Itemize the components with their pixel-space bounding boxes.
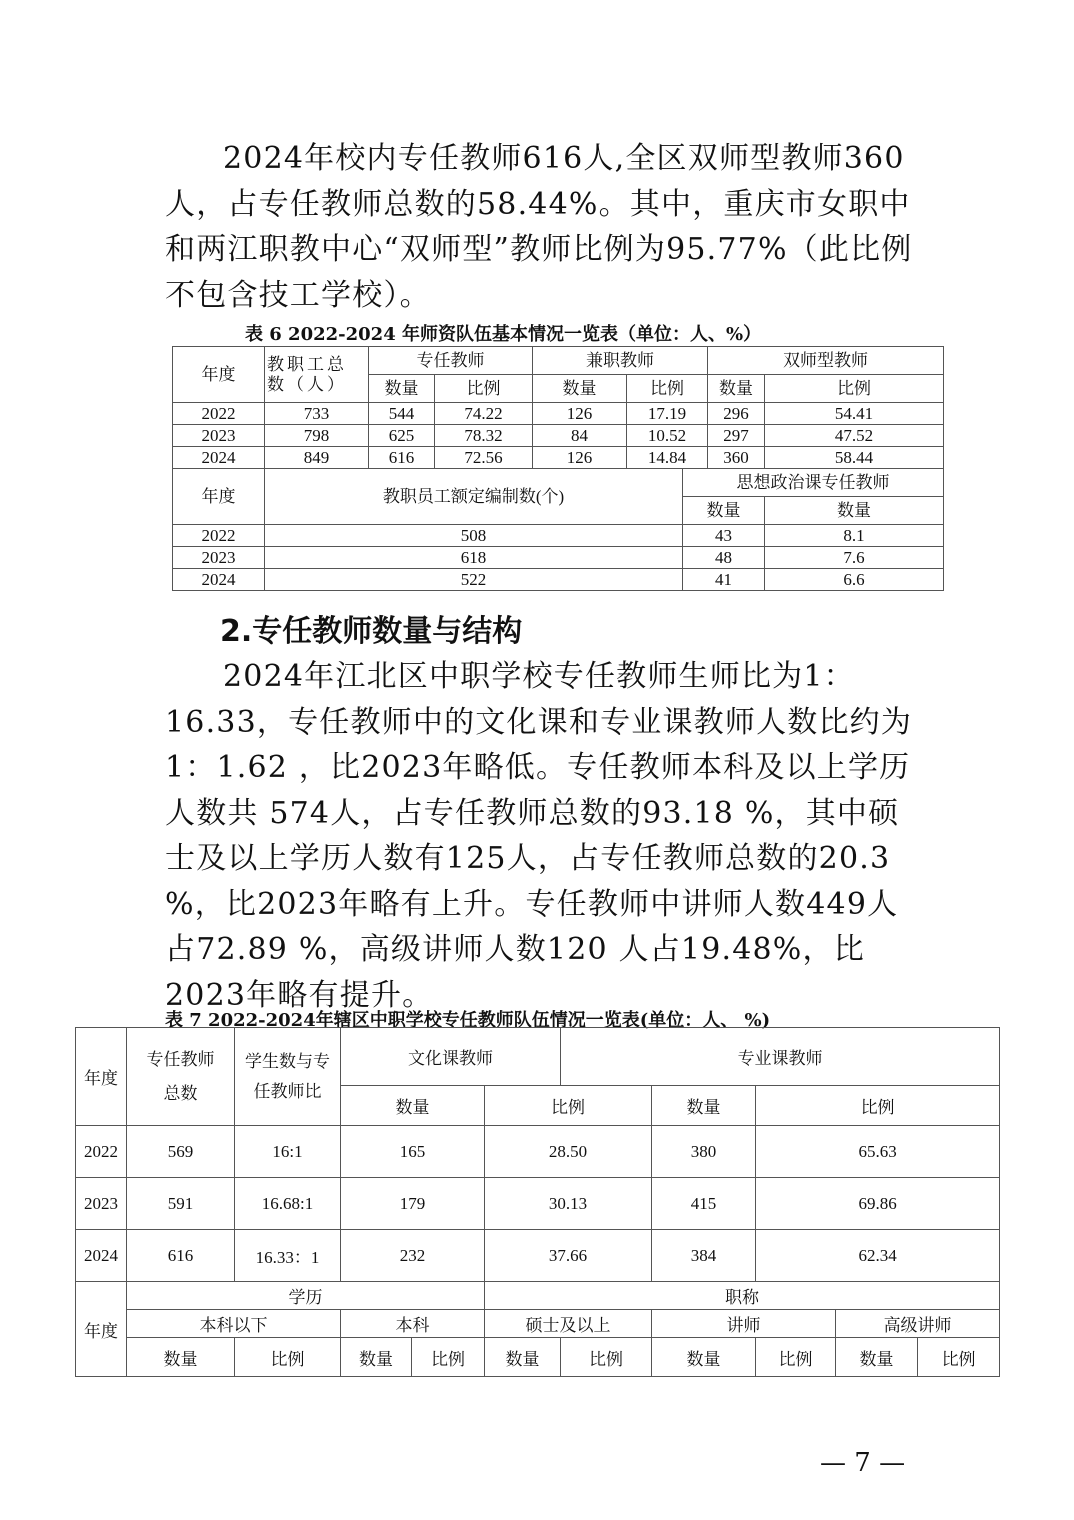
t7-cell: 179 (341, 1178, 485, 1230)
t7-bachelor-header: 本科 (341, 1310, 485, 1338)
t7-cell: 2023 (76, 1178, 127, 1230)
t6-year-header: 年度 (173, 347, 265, 403)
t7-pct-header: 比例 (485, 1086, 652, 1126)
t7-count-header: 数量 (652, 1338, 756, 1377)
t6-cell: 84 (533, 425, 627, 447)
t7-pct-header: 比例 (561, 1338, 652, 1377)
t6-count-header: 数量 (533, 375, 627, 403)
t6-cell: 2024 (173, 569, 265, 591)
t7-cell: 16.68:1 (235, 1178, 341, 1230)
t7-fulltime-header: 专任教师 总数 (127, 1028, 235, 1126)
intro-paragraph (165, 136, 925, 318)
t7-cell: 62.34 (756, 1230, 1000, 1282)
t7-cell: 16.33：1 (235, 1230, 341, 1282)
t6-cell: 78.32 (435, 425, 533, 447)
t6-cell: 6.6 (765, 569, 944, 591)
t6-cell: 72.56 (435, 447, 533, 469)
t6-fulltime-header: 专任教师 (369, 347, 533, 375)
t7-count-header: 数量 (652, 1086, 756, 1126)
t6-cell: 47.52 (765, 425, 944, 447)
t7-cell: 165 (341, 1126, 485, 1178)
t7-cell: 30.13 (485, 1178, 652, 1230)
t7-cell: 569 (127, 1126, 235, 1178)
table-row (173, 547, 944, 569)
t7-cell: 37.66 (485, 1230, 652, 1282)
t6-cell: 126 (533, 403, 627, 425)
page-number: — 7 — (820, 1448, 906, 1478)
t7-cell: 65.63 (756, 1126, 1000, 1178)
table-row (76, 1230, 1000, 1282)
t6-cell: 296 (708, 403, 765, 425)
t7-count-header: 数量 (341, 1338, 412, 1377)
t6-staffing-header: 教职员工额定编制数(个) (265, 469, 683, 525)
table-row (173, 525, 944, 547)
t6-cell: 7.6 (765, 547, 944, 569)
t6-cell: 58.44 (765, 447, 944, 469)
t6-dual-header: 双师型教师 (708, 347, 944, 375)
table-row (173, 447, 944, 469)
table7-caption: 表 7 2022-2024年辖区中职学校专任教师队伍情况一览表(单位：人、 %) (165, 1010, 771, 1031)
t6-cell: 849 (265, 447, 369, 469)
structure-paragraph (165, 654, 925, 1018)
t7-cell: 69.86 (756, 1178, 1000, 1230)
t6-cell: 798 (265, 425, 369, 447)
t7-year-header: 年度 (76, 1028, 127, 1126)
t6-cell: 54.41 (765, 403, 944, 425)
t6-count-header: 数量 (765, 497, 944, 525)
t6-cell: 41 (683, 569, 765, 591)
t6-cell: 360 (708, 447, 765, 469)
t7-count-header: 数量 (127, 1338, 235, 1377)
t7-cell: 2022 (76, 1126, 127, 1178)
t6-cell: 48 (683, 547, 765, 569)
t6-cell: 43 (683, 525, 765, 547)
t7-pct-header: 比例 (918, 1338, 1000, 1377)
t7-pct-header: 比例 (756, 1086, 1000, 1126)
t7-cell: 616 (127, 1230, 235, 1282)
t6-count-header: 数量 (369, 375, 435, 403)
t6-cell: 297 (708, 425, 765, 447)
t6-cell: 2022 (173, 403, 265, 425)
t6-cell: 508 (265, 525, 683, 547)
t6-cell: 522 (265, 569, 683, 591)
t7-year-header: 年度 (76, 1282, 127, 1377)
t6-cell: 544 (369, 403, 435, 425)
t6-ratio-header: 比例 (435, 375, 533, 403)
t6-count-header: 数量 (708, 375, 765, 403)
t7-cell: 16:1 (235, 1126, 341, 1178)
t6-count-header: 数量 (683, 497, 765, 525)
t7-cell: 384 (652, 1230, 756, 1282)
t7-pct-header: 比例 (235, 1338, 341, 1377)
table-row (173, 569, 944, 591)
t6-cell: 616 (369, 447, 435, 469)
t7-cell: 415 (652, 1178, 756, 1230)
t7-pct-header: 比例 (412, 1338, 485, 1377)
t6-parttime-header: 兼职教师 (533, 347, 708, 375)
t6-cell: 2022 (173, 525, 265, 547)
t6-cell: 10.52 (627, 425, 708, 447)
table6-caption: 表 6 2022-2024 年师资队伍基本情况一览表（单位：人、%） (245, 324, 762, 345)
t6-cell: 733 (265, 403, 369, 425)
table-row (173, 425, 944, 447)
table-row (76, 1178, 1000, 1230)
t6-cell: 126 (533, 447, 627, 469)
t7-pct-header: 比例 (756, 1338, 836, 1377)
structure-text: 2024年江北区中职学校专任教师生师比为1：16.33，专任教师中的文化课和专业课教师人数比约为 1：1.62 ，比2023年略低。专任教师本科及以上学历人数共 574人，占专任教师总数的93.18 %，其中硕士及以上学历人数有125人，占专任教师总数的20.3 %，比2023年略有上升。专任教师中讲师人数449人占72.89 %，高级讲师人数120 人占19.48%，比2023年略有提升。 (165, 659, 913, 1013)
t6-year-header: 年度 (173, 469, 265, 525)
t7-master-header: 硕士及以上 (485, 1310, 652, 1338)
t6-cell: 14.84 (627, 447, 708, 469)
table-row (173, 403, 944, 425)
t7-below-bachelor-header: 本科以下 (127, 1310, 341, 1338)
t7-count-header: 数量 (836, 1338, 918, 1377)
t7-lecturer-header: 讲师 (652, 1310, 836, 1338)
t7-title-header: 职称 (485, 1282, 1000, 1310)
t6-cell: 2023 (173, 425, 265, 447)
t6-cell: 618 (265, 547, 683, 569)
t6-cell: 2024 (173, 447, 265, 469)
t6-cell: 17.19 (627, 403, 708, 425)
table-row (76, 1126, 1000, 1178)
t7-cell: 232 (341, 1230, 485, 1282)
t6-ideology-header: 思想政治课专任教师 (683, 469, 944, 497)
t7-count-header: 数量 (485, 1338, 561, 1377)
t6-ratio-header: 比例 (627, 375, 708, 403)
section-heading: 2.专任教师数量与结构 (220, 614, 523, 649)
t7-cell: 380 (652, 1126, 756, 1178)
t7-culture-header: 文化课教师 (341, 1028, 561, 1086)
t7-cell: 28.50 (485, 1126, 652, 1178)
t7-count-header: 数量 (341, 1086, 485, 1126)
t6-cell: 2023 (173, 547, 265, 569)
t7-senior-lecturer-header: 高级讲师 (836, 1310, 1000, 1338)
t6-cell: 8.1 (765, 525, 944, 547)
t6-ratio-header: 比例 (765, 375, 944, 403)
t7-education-header: 学历 (127, 1282, 485, 1310)
t6-cell: 74.22 (435, 403, 533, 425)
t7-cell: 2024 (76, 1230, 127, 1282)
t7-cell: 591 (127, 1178, 235, 1230)
table7 (75, 1027, 1000, 1377)
t6-total-header: 教职工总 数（人） (265, 347, 369, 403)
t7-ratio-header: 学生数与专 任教师比 (235, 1028, 341, 1126)
intro-text: 2024年校内专任教师616人,全区双师型教师360人，占专任教师总数的58.44%。其中，重庆市女职中和两江职教中心“双师型”教师比例为95.77%（此比例不包含技工学校）。 (165, 141, 913, 313)
t7-professional-header: 专业课教师 (561, 1028, 1000, 1086)
table6 (172, 346, 944, 591)
t6-cell: 625 (369, 425, 435, 447)
